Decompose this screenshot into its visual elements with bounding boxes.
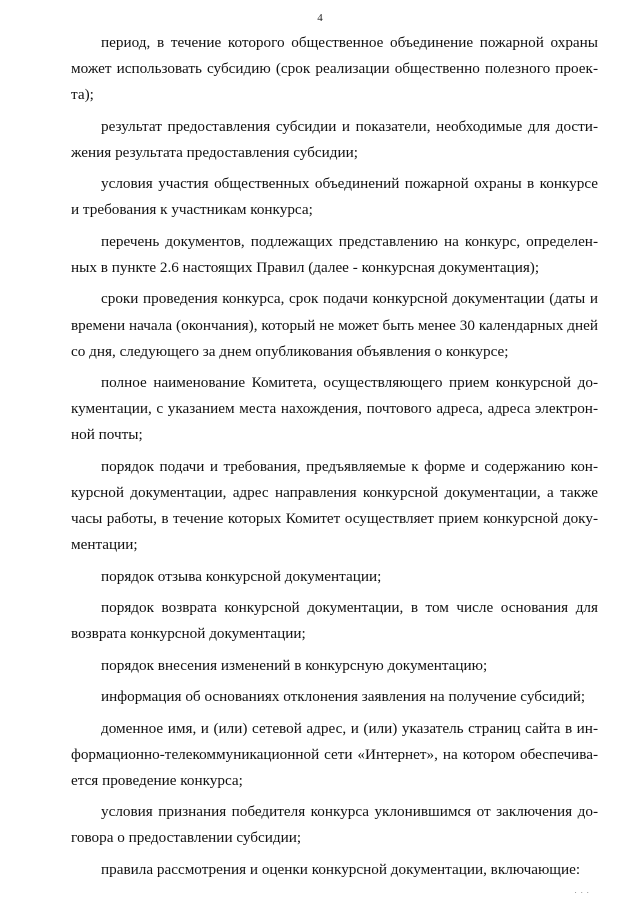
paragraph-amendment-procedure: порядок внесения изменений в конкурсную документацию; xyxy=(101,656,488,674)
document-body xyxy=(71,30,598,888)
page-number: 4 xyxy=(317,12,323,24)
paragraph-rejection-grounds: информация об основаниях отклонения заявления на получение субсидий; xyxy=(101,688,586,706)
paragraph-committee-name: полное наименование Комитета, осуществляющего прием конкурсной документации, с указанием места нахождения, почтового адреса, адреса электронной почты; xyxy=(71,374,598,444)
paragraph-document-list: перечень документов, подлежащих представлению на конкурс, определенных в пункте 2.6 настоящих Правил (далее - конкурсная документация); xyxy=(71,232,598,276)
paragraph-website-info: доменное имя, и (или) сетевой адрес, и (или) указатель страниц сайта в информационно-телекоммуникационной сети «Интернет», на котором обеспечивается проведение конкурса; xyxy=(71,719,598,789)
paragraph-subsidy-result: результат предоставления субсидии и показатели, необходимые для достижения результата предоставления субсидии; xyxy=(71,117,598,161)
scan-mark: · · · xyxy=(574,889,590,897)
paragraph-return-procedure: порядок возврата конкурсной документации, в том числе основания для возврата конкурсной документации; xyxy=(71,599,598,643)
paragraph-withdrawal-procedure: порядок отзыва конкурсной документации; xyxy=(101,567,382,585)
paragraph-participation-conditions: условия участия общественных объединений пожарной охраны в конкурсе и требования к участникам конкурса; xyxy=(71,175,598,219)
paragraph-contest-dates: сроки проведения конкурса, срок подачи конкурсной документации (даты и времени начала (окончания), который не может быть менее 30 календарных дней со дня, следующего за днем опубликования объявления о конкурсе; xyxy=(71,290,598,360)
paragraph-evaluation-rules: правила рассмотрения и оценки конкурсной документации, включающие: xyxy=(101,860,581,878)
paragraph-winner-evasion: условия признания победителя конкурса уклонившимся от заключения договора о предоставлении субсидии; xyxy=(71,803,598,847)
paragraph-subsidy-period: период, в течение которого общественное объединение пожарной охраны может использовать субсидию (срок реализации общественно полезного проекта); xyxy=(71,34,598,104)
paragraph-submission-procedure: порядок подачи и требования, предъявляемые к форме и содержанию конкурсной документации, адрес направления конкурсной документации, а также часы работы, в течение которых Комитет осуществляет прием конкурсной документации; xyxy=(71,457,598,554)
